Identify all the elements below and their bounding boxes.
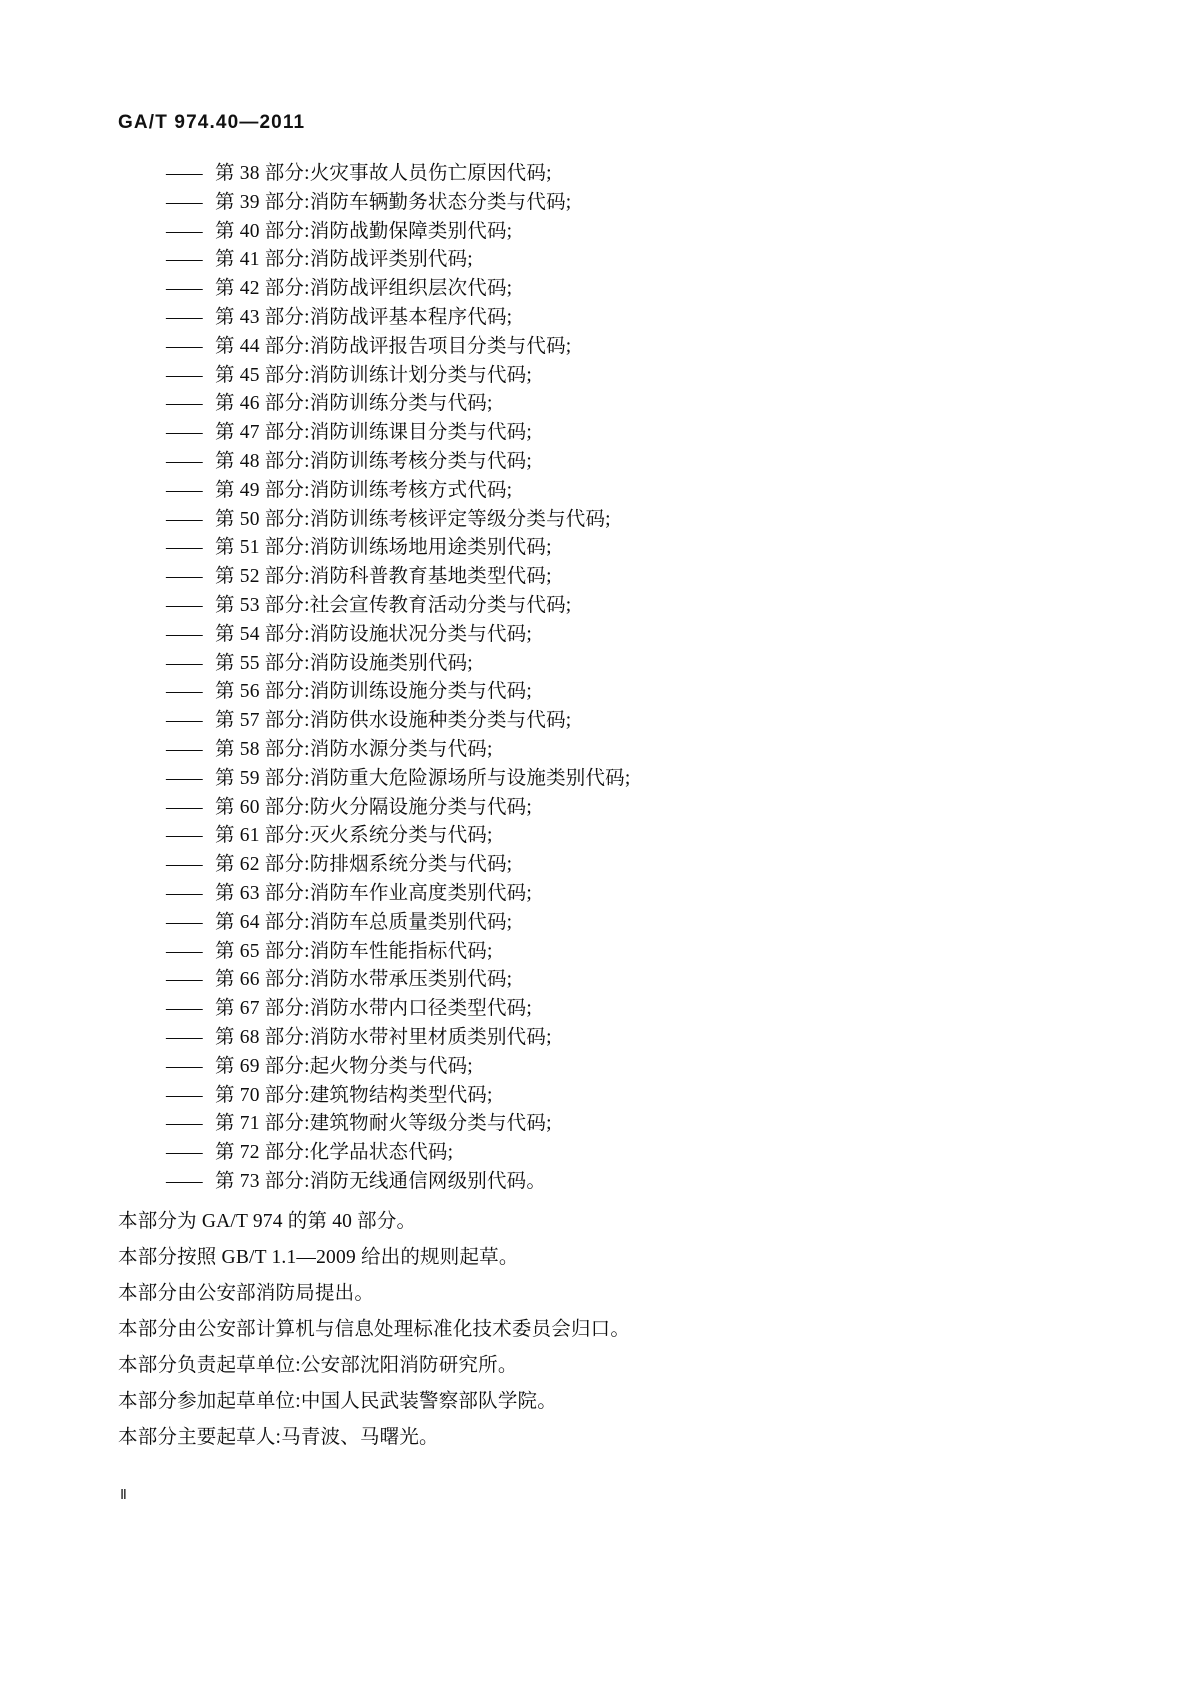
list-item-text: 第 68 部分:消防水带衬里材质类别代码;	[215, 1026, 552, 1048]
list-item	[118, 275, 1078, 304]
list-item	[118, 1053, 1078, 1082]
list-item-text: 第 41 部分:消防战评类别代码;	[215, 249, 473, 271]
list-item-text: 第 42 部分:消防战评组织层次代码;	[215, 278, 513, 300]
list-item	[118, 333, 1078, 362]
em-dash: ——	[166, 1055, 201, 1077]
list-item	[118, 563, 1078, 592]
list-item-text: 第 66 部分:消防水带承压类别代码;	[215, 969, 513, 991]
em-dash: ——	[166, 969, 201, 991]
list-item	[118, 736, 1078, 765]
em-dash: ——	[166, 1170, 201, 1192]
list-item	[118, 592, 1078, 621]
list-item	[118, 160, 1078, 189]
document-body	[118, 160, 1078, 1455]
list-item-text: 第 58 部分:消防水源分类与代码;	[215, 738, 493, 760]
list-item	[118, 880, 1078, 909]
em-dash: ——	[166, 306, 201, 328]
list-item-text: 第 57 部分:消防供水设施种类分类与代码;	[215, 710, 572, 732]
list-item	[118, 707, 1078, 736]
list-item-text: 第 56 部分:消防训练设施分类与代码;	[215, 681, 532, 703]
em-dash: ——	[166, 911, 201, 933]
list-item-text: 第 62 部分:防排烟系统分类与代码;	[215, 854, 513, 876]
em-dash: ——	[166, 1026, 201, 1048]
em-dash: ——	[166, 537, 201, 559]
em-dash: ——	[166, 566, 201, 588]
paragraph: 本部分由公安部消防局提出。	[118, 1282, 375, 1304]
list-item	[118, 851, 1078, 880]
list-item	[118, 218, 1078, 247]
paragraph: 本部分参加起草单位:中国人民武装警察部队学院。	[118, 1390, 557, 1412]
list-item-text: 第 59 部分:消防重大危险源场所与设施类别代码;	[215, 767, 631, 789]
list-item	[118, 419, 1078, 448]
list-item-text: 第 51 部分:消防训练场地用途类别代码;	[215, 537, 552, 559]
list-item-text: 第 61 部分:灭火系统分类与代码;	[215, 825, 493, 847]
em-dash: ——	[166, 767, 201, 789]
em-dash: ——	[166, 364, 201, 386]
list-item	[118, 995, 1078, 1024]
em-dash: ——	[166, 998, 201, 1020]
em-dash: ——	[166, 940, 201, 962]
list-item	[118, 966, 1078, 995]
list-item-text: 第 52 部分:消防科普教育基地类型代码;	[215, 566, 552, 588]
list-item	[118, 246, 1078, 275]
list-item-text: 第 54 部分:消防设施状况分类与代码;	[215, 623, 532, 645]
em-dash: ——	[166, 825, 201, 847]
em-dash: ——	[166, 422, 201, 444]
paragraph: 本部分主要起草人:马青波、马曙光。	[118, 1426, 439, 1448]
paragraph: 本部分为 GA/T 974 的第 40 部分。	[118, 1210, 417, 1232]
list-item	[118, 794, 1078, 823]
em-dash: ——	[166, 681, 201, 703]
list-item-text: 第 46 部分:消防训练分类与代码;	[215, 393, 493, 415]
list-item-text: 第 70 部分:建筑物结构类型代码;	[215, 1084, 493, 1106]
em-dash: ——	[166, 479, 201, 501]
list-item-text: 第 38 部分:火灾事故人员伤亡原因代码;	[215, 163, 552, 184]
em-dash: ——	[166, 249, 201, 271]
list-item-text: 第 50 部分:消防训练考核评定等级分类与代码;	[215, 508, 611, 530]
em-dash: ——	[166, 335, 201, 357]
em-dash: ——	[166, 508, 201, 530]
list-item-text: 第 53 部分:社会宣传教育活动分类与代码;	[215, 594, 572, 616]
list-item	[118, 189, 1078, 218]
em-dash: ——	[166, 278, 201, 300]
em-dash: ——	[166, 191, 201, 213]
list-item	[118, 765, 1078, 794]
list-item-text: 第 67 部分:消防水带内口径类型代码;	[215, 998, 532, 1020]
list-item	[118, 1168, 1078, 1197]
em-dash: ——	[166, 163, 201, 184]
list-item-text: 第 40 部分:消防战勤保障类别代码;	[215, 220, 513, 242]
list-item-text: 第 39 部分:消防车辆勤务状态分类与代码;	[215, 191, 572, 213]
em-dash: ——	[166, 220, 201, 242]
list-item-text: 第 48 部分:消防训练考核分类与代码;	[215, 450, 532, 472]
list-item-text: 第 64 部分:消防车总质量类别代码;	[215, 911, 513, 933]
list-item	[118, 390, 1078, 419]
list-item-text: 第 55 部分:消防设施类别代码;	[215, 652, 473, 674]
page-number: Ⅱ	[120, 1488, 127, 1503]
paragraph: 本部分负责起草单位:公安部沈阳消防研究所。	[118, 1354, 518, 1376]
paragraph: 本部分由公安部计算机与信息处理标准化技术委员会归口。	[118, 1318, 631, 1340]
list-item-text: 第 47 部分:消防训练课目分类与代码;	[215, 422, 532, 444]
em-dash: ——	[166, 652, 201, 674]
list-item-text: 第 60 部分:防火分隔设施分类与代码;	[215, 796, 532, 818]
list-item	[118, 938, 1078, 967]
list-item	[118, 506, 1078, 535]
list-item	[118, 1024, 1078, 1053]
paragraph: 本部分按照 GB/T 1.1—2009 给出的规则起草。	[118, 1246, 519, 1268]
list-item	[118, 678, 1078, 707]
em-dash: ——	[166, 1084, 201, 1106]
em-dash: ——	[166, 854, 201, 876]
list-item-text: 第 49 部分:消防训练考核方式代码;	[215, 479, 513, 501]
em-dash: ——	[166, 738, 201, 760]
em-dash: ——	[166, 882, 201, 904]
list-item-text: 第 69 部分:起火物分类与代码;	[215, 1055, 473, 1077]
list-item	[118, 909, 1078, 938]
list-item-text: 第 63 部分:消防车作业高度类别代码;	[215, 882, 532, 904]
list-item-text: 第 73 部分:消防无线通信网级别代码。	[215, 1170, 547, 1192]
em-dash: ——	[166, 623, 201, 645]
list-item	[118, 304, 1078, 333]
em-dash: ——	[166, 393, 201, 415]
page-header: GA/T 974.40—2011	[118, 112, 306, 133]
list-item	[118, 448, 1078, 477]
list-item-text: 第 65 部分:消防车性能指标代码;	[215, 940, 493, 962]
em-dash: ——	[166, 1142, 201, 1164]
list-item	[118, 1082, 1078, 1111]
list-item-text: 第 44 部分:消防战评报告项目分类与代码;	[215, 335, 572, 357]
em-dash: ——	[166, 594, 201, 616]
em-dash: ——	[166, 1113, 201, 1135]
list-item	[118, 477, 1078, 506]
list-item-text: 第 43 部分:消防战评基本程序代码;	[215, 306, 513, 328]
list-item	[118, 534, 1078, 563]
list-item-text: 第 71 部分:建筑物耐火等级分类与代码;	[215, 1113, 552, 1135]
list-item	[118, 822, 1078, 851]
list-item	[118, 1110, 1078, 1139]
list-item-text: 第 45 部分:消防训练计划分类与代码;	[215, 364, 532, 386]
em-dash: ——	[166, 710, 201, 732]
list-item	[118, 621, 1078, 650]
list-item	[118, 362, 1078, 391]
standard-parts-list	[118, 160, 1078, 1197]
list-item-text: 第 72 部分:化学品状态代码;	[215, 1142, 454, 1164]
em-dash: ——	[166, 450, 201, 472]
list-item	[118, 1139, 1078, 1168]
list-item	[118, 650, 1078, 679]
em-dash: ——	[166, 796, 201, 818]
